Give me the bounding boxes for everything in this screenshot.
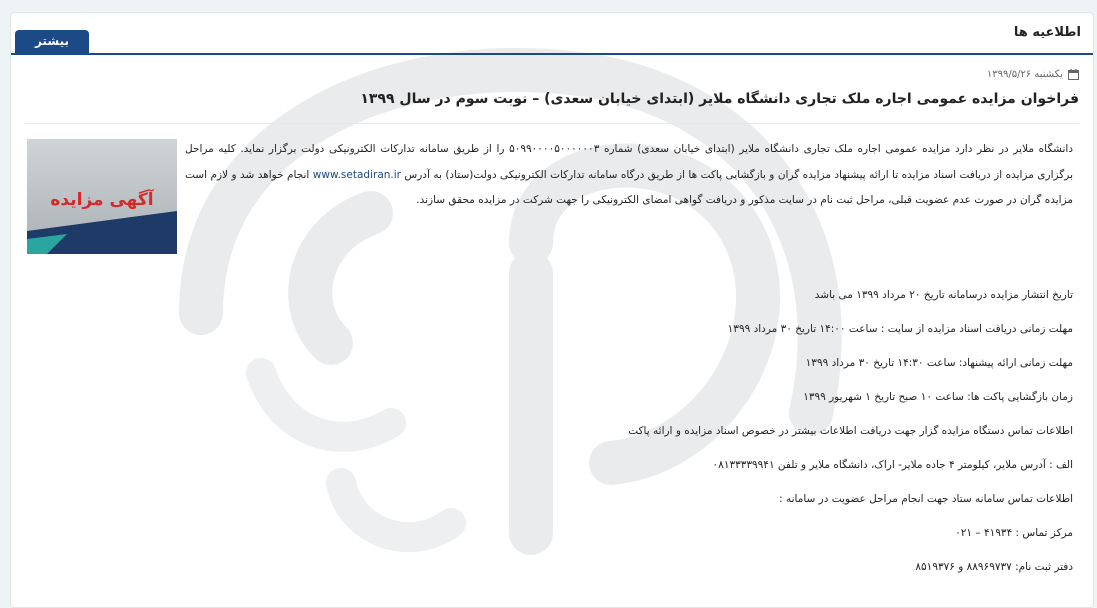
body-paragraph-part1: دانشگاه ملایر در نظر دارد مزایده عمومی اجاره ملک تجاری دانشگاه ملایر (ابتدای خیابان سعدی) شماره ۵۰۹۹۰۰۰۰۵۰۰۰۰۰۰۳ را از طریق سامانه تدارکات الکترونیکی دولت برگزار نماید. کلیه مراحل برگزاری مزایده از دریافت اسناد مزایده تا ارائه پیشنهاد مزایده گران و بازگشایی پاکت ها از طریق درگاه سامانه تدارکات الکترونیکی دولت(ستاد) به آدرس (185, 143, 1074, 181)
detail-line: اطلاعات تماس دستگاه مزایده گزار جهت دریافت اطلاعات بیشتر در خصوص اسناد مزایده و ارائه پاکت (628, 425, 1073, 437)
detail-line: دفتر ثبت نام: ۸۸۹۶۹۷۳۷ و ۸۵۱۹۳۷۶ (915, 561, 1073, 573)
news-body (185, 137, 1073, 214)
announcements-panel (10, 12, 1094, 608)
more-button[interactable]: بیشتر (15, 30, 89, 53)
detail-line: الف : آدرس ملایر، کیلومتر ۴ جاده ملایر- اراک، دانشگاه ملایر و تلفن ۰۸۱۳۳۳۳۹۹۴۱ (712, 459, 1073, 471)
body-paragraph-part2: انجام خواهد شد و لازم است مزایده گران در صورت عدم عضویت قبلی، مراحل ثبت نام در سایت مذکور و دریافت گواهی امضای الکترونیکی را جهت شرکت در مزایده محقق سازند. (185, 168, 1073, 206)
news-date (987, 69, 1079, 80)
detail-line: مهلت زمانی دریافت اسناد مزایده از سایت : ساعت ۱۴:۰۰ تاریخ ۳۰ مرداد ۱۳۹۹ (727, 323, 1073, 335)
divider (25, 123, 1079, 124)
detail-line: زمان بازگشایی پاکت ها: ساعت ۱۰ صبح تاریخ ۱ شهریور ۱۳۹۹ (803, 391, 1073, 403)
auction-notice-image[interactable] (27, 139, 177, 254)
detail-line: مهلت زمانی ارائه پیشنهاد: ساعت ۱۴:۳۰ تاریخ ۳۰ مرداد ۱۳۹۹ (805, 357, 1073, 369)
calendar-icon (1068, 69, 1079, 80)
news-title[interactable]: فراخوان مزایده عمومی اجاره ملک تجاری دانشگاه ملایر (ابتدای خیابان سعدی) – نوبت سوم در سال ۱۳۹۹ (360, 91, 1079, 107)
image-caption: آگهی مزایده (50, 190, 154, 210)
detail-line: تاریخ انتشار مزایده درسامانه تاریخ ۲۰ مرداد ۱۳۹۹ می باشد (814, 289, 1073, 301)
news-date-text: یکشنبه ۱۳۹۹/۵/۲۶ (986, 69, 1063, 80)
auction-details (173, 278, 1073, 584)
setadiran-link[interactable]: www.setadiran.ir (312, 168, 401, 181)
panel-title: اطلاعیه ها (1013, 25, 1081, 40)
detail-line: مرکز تماس : ۴۱۹۳۴ – ۰۲۱ (955, 527, 1073, 539)
detail-line: اطلاعات تماس سامانه ستاد جهت انجام مراحل عضویت در سامانه : (779, 493, 1073, 505)
panel-header (11, 13, 1093, 55)
